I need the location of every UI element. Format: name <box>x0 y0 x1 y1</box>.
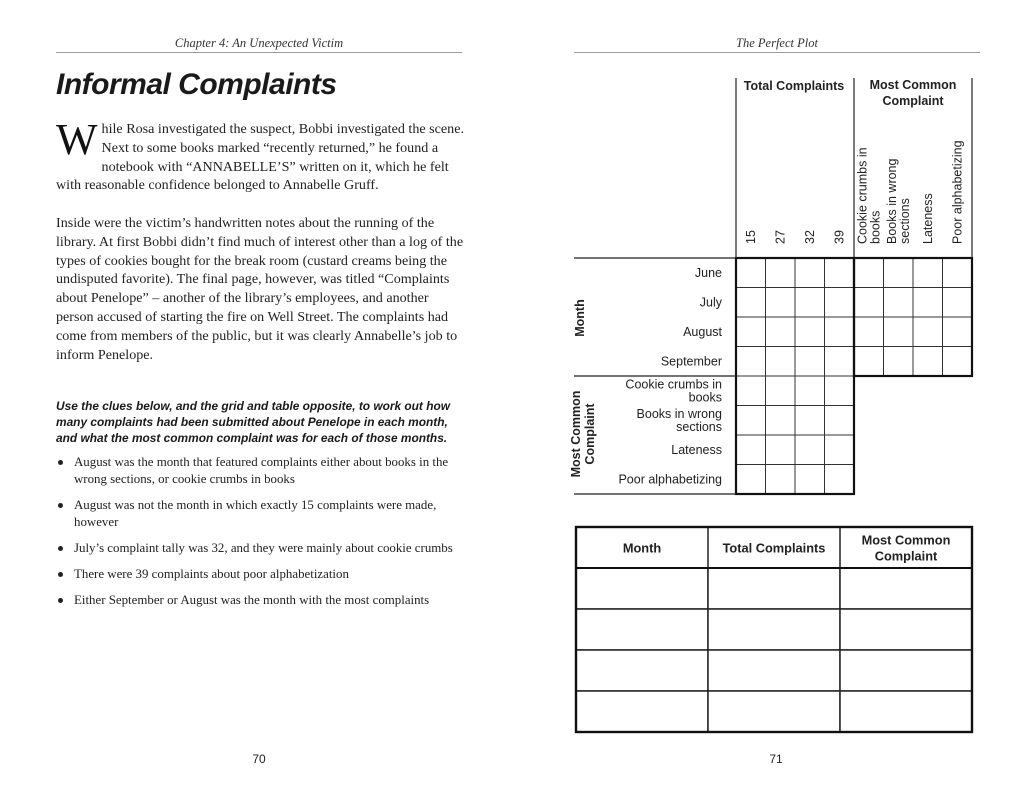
grid-cell[interactable] <box>795 406 825 436</box>
grid-cell[interactable] <box>854 347 884 377</box>
drop-cap: W <box>56 115 98 164</box>
row-label: Poor alphabetizing <box>618 472 722 487</box>
table-header: Complaint <box>874 548 938 564</box>
bullet-icon <box>58 598 63 603</box>
table-header: Total Complaints <box>722 540 826 556</box>
grid-cell[interactable] <box>766 347 796 377</box>
grid-cell[interactable] <box>736 258 766 288</box>
column-label: Cookie crumbs in <box>855 147 870 244</box>
clue-text: There were 39 complaints about poor alphabetization <box>74 567 349 581</box>
clue-item <box>56 540 466 557</box>
grid-cell[interactable] <box>913 317 943 347</box>
column-label: Lateness <box>920 193 935 244</box>
table-cell[interactable] <box>708 609 840 650</box>
intro-paragraph <box>56 115 464 195</box>
grid-cell[interactable] <box>766 258 796 288</box>
grid-cell[interactable] <box>766 435 796 465</box>
grid-cell[interactable] <box>795 347 825 377</box>
grid-cell[interactable] <box>943 258 973 288</box>
grid-cell[interactable] <box>825 317 855 347</box>
clue-text: August was the month that featured complaints either about books in the wrong sections, or cookie crumbs in books <box>74 455 449 486</box>
column-label: sections <box>897 198 912 244</box>
grid-cell[interactable] <box>854 258 884 288</box>
grid-cell[interactable] <box>736 317 766 347</box>
table-cell[interactable] <box>576 650 708 691</box>
grid-cell[interactable] <box>766 406 796 436</box>
grid-cell[interactable] <box>795 258 825 288</box>
answer-table <box>518 520 1036 750</box>
table-cell[interactable] <box>576 691 708 732</box>
clue-text: Either September or August was the month with the most complaints <box>74 593 430 607</box>
grid-cell[interactable] <box>795 376 825 406</box>
row-label: Cookie crumbs in <box>625 377 722 392</box>
column-group-label: Total Complaints <box>743 79 845 93</box>
grid-cell[interactable] <box>825 435 855 465</box>
grid-cell[interactable] <box>795 288 825 318</box>
row-group-label: Most Common <box>569 390 583 478</box>
grid-cell[interactable] <box>825 406 855 436</box>
grid-cell[interactable] <box>943 347 973 377</box>
notebook-paragraph: Inside were the victim’s handwritten notes about the running of the library. At first Bobbi didn’t find much of interest other than a log of the types of cookies bought for the break room (custard creams being the undisputed favorite). The final page, however, was titled “Complaints about Penelope” – another of the library’s employees, and another person accused of starting the fire on Well Street. The complaints had come from members of the public, but it was clearly Annabelle’s job to inform Penelope. <box>56 215 464 363</box>
table-header: Month <box>622 540 662 556</box>
grid-cell[interactable] <box>884 317 914 347</box>
column-group-label: Complaint <box>882 94 944 108</box>
grid-cell[interactable] <box>825 288 855 318</box>
table-cell[interactable] <box>708 650 840 691</box>
running-head-right: The Perfect Plot <box>574 36 980 53</box>
grid-cell[interactable] <box>795 465 825 495</box>
column-label: 15 <box>743 230 758 244</box>
grid-cell[interactable] <box>766 317 796 347</box>
grid-cell[interactable] <box>766 376 796 406</box>
grid-cell[interactable] <box>736 376 766 406</box>
grid-cell[interactable] <box>884 347 914 377</box>
puzzle-instructions: Use the clues below, and the grid and table opposite, to work out how many complaints had been submitted about Penelope in each month, and what the most common complaint was for each of those months. <box>56 399 450 445</box>
grid-cell[interactable] <box>736 465 766 495</box>
clue-item <box>56 497 466 531</box>
row-label: August <box>683 324 722 339</box>
row-label: July <box>699 295 722 310</box>
grid-cell[interactable] <box>825 347 855 377</box>
bullet-icon <box>58 546 63 551</box>
table-cell[interactable] <box>840 691 972 732</box>
row-group-label: Complaint <box>583 403 597 465</box>
grid-cell[interactable] <box>943 288 973 318</box>
clue-text: August was not the month in which exactly 15 complaints were made, however <box>74 498 437 529</box>
row-group-label: Month <box>573 299 587 337</box>
grid-cell[interactable] <box>825 376 855 406</box>
column-label: 27 <box>773 230 788 244</box>
grid-cell[interactable] <box>736 435 766 465</box>
clue-item <box>56 454 466 488</box>
logic-grid <box>518 0 1036 510</box>
grid-cell[interactable] <box>884 258 914 288</box>
running-head-left: Chapter 4: An Unexpected Victim <box>56 36 462 53</box>
bullet-icon <box>58 460 63 465</box>
clue-text: July’s complaint tally was 32, and they were mainly about cookie crumbs <box>74 541 453 555</box>
grid-cell[interactable] <box>913 288 943 318</box>
bullet-icon <box>58 572 63 577</box>
section-title: Informal Complaints <box>56 68 337 101</box>
table-cell[interactable] <box>840 609 972 650</box>
column-label: Poor alphabetizing <box>950 140 965 244</box>
grid-cell[interactable] <box>825 465 855 495</box>
grid-cell[interactable] <box>766 288 796 318</box>
row-label: Lateness <box>671 442 722 457</box>
table-cell[interactable] <box>708 691 840 732</box>
column-label: 39 <box>832 230 847 244</box>
table-cell[interactable] <box>840 650 972 691</box>
clue-item <box>56 592 466 609</box>
grid-cell[interactable] <box>825 258 855 288</box>
table-cell[interactable] <box>576 609 708 650</box>
row-label: books <box>688 390 722 405</box>
clue-item <box>56 566 466 583</box>
grid-cell[interactable] <box>884 288 914 318</box>
page-number-right: 71 <box>769 752 783 766</box>
grid-cell[interactable] <box>736 288 766 318</box>
bullet-icon <box>58 503 63 508</box>
table-cell[interactable] <box>576 568 708 609</box>
row-label: September <box>660 354 722 369</box>
grid-cell[interactable] <box>913 347 943 377</box>
table-cell[interactable] <box>708 568 840 609</box>
grid-cell[interactable] <box>913 258 943 288</box>
row-label: June <box>694 265 722 280</box>
column-label: books <box>868 210 883 244</box>
column-label: 32 <box>802 230 817 244</box>
right-page <box>518 0 1036 800</box>
grid-cell[interactable] <box>795 317 825 347</box>
row-label: sections <box>676 419 722 434</box>
page-number-left: 70 <box>252 752 266 766</box>
grid-cell[interactable] <box>736 347 766 377</box>
grid-cell[interactable] <box>943 317 973 347</box>
grid-cell[interactable] <box>795 435 825 465</box>
grid-cell[interactable] <box>766 465 796 495</box>
table-cell[interactable] <box>840 568 972 609</box>
intro-paragraph-text: hile Rosa investigated the suspect, Bobbi investigated the scene. Next to some books marked “recently returned,” he found a notebook with “ANNABELLE’S” written on it, which he felt with reasonable confidence belonged to Annabelle Gruff. <box>56 121 464 194</box>
grid-cell[interactable] <box>854 288 884 318</box>
column-label: Books in wrong <box>884 158 899 244</box>
grid-cell[interactable] <box>736 406 766 436</box>
clue-list <box>56 454 466 618</box>
table-header: Most Common <box>861 532 951 548</box>
row-label: Books in wrong <box>636 406 722 421</box>
column-group-label: Most Common <box>869 78 957 92</box>
grid-cell[interactable] <box>854 317 884 347</box>
